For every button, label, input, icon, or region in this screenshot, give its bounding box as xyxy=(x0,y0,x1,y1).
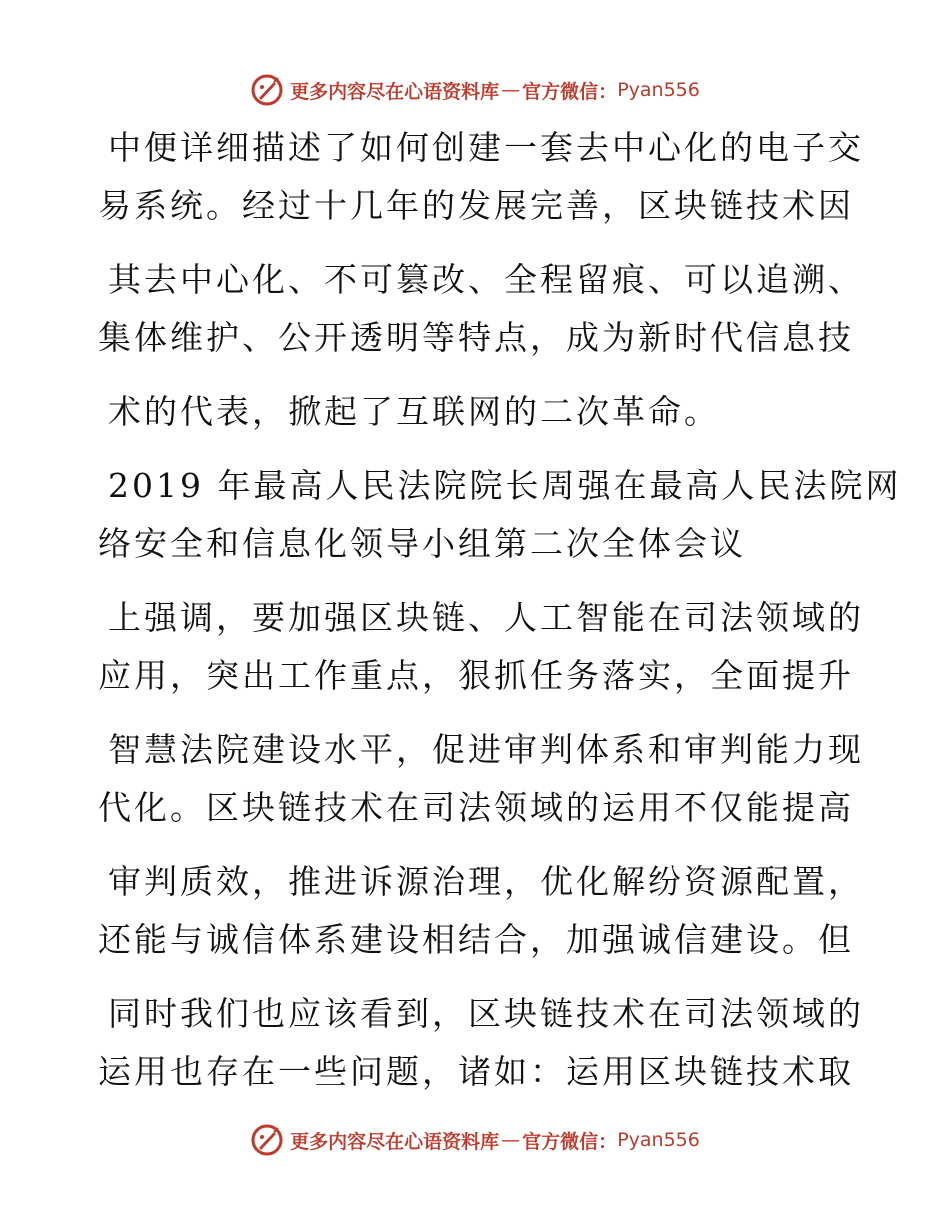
watermark-id: Pyan556 xyxy=(617,1129,700,1151)
text-line: 易系统。经过十几年的发展完善，区块链技术因 xyxy=(98,186,854,225)
text-line: 运用也存在一些问题，诸如：运用区块链技术取 xyxy=(98,1052,854,1091)
text-line: 应用，突出工作重点，狠抓任务落实，全面提升 xyxy=(98,656,854,695)
footer-watermark xyxy=(0,1120,950,1160)
text-line: 其去中心化、不可篡改、全程留痕、可以追溯、 xyxy=(108,260,864,299)
text-line: 上强调，要加强区块链、人工智能在司法领域的 xyxy=(108,598,864,637)
watermark-label: 官方微信： xyxy=(522,1130,618,1153)
watermark-text: 更多内容尽在心语资料库 xyxy=(290,1130,500,1153)
text-line: 还能与诚信体系建设相结合，加强诚信建设。但 xyxy=(98,920,854,959)
text-line: 络安全和信息化领导小组第二次全体会议 xyxy=(98,524,746,563)
watermark-text: 更多内容尽在心语资料库 xyxy=(290,80,500,103)
text-line: 2019 年最高人民法院院长周强在最高人民法院网 xyxy=(108,466,902,505)
watermark-separator: — xyxy=(501,79,521,101)
text-line: 代化。区块链技术在司法领域的运用不仅能提高 xyxy=(98,788,854,827)
quill-pen-logo-icon xyxy=(250,1123,284,1157)
text-line: 集体维护、公开透明等特点，成为新时代信息技 xyxy=(98,318,854,357)
watermark-label: 官方微信： xyxy=(522,80,618,103)
text-line: 同时我们也应该看到，区块链技术在司法领域的 xyxy=(108,994,864,1033)
text-line: 审判质效，推进诉源治理，优化解纷资源配置， xyxy=(108,862,864,901)
watermark-id: Pyan556 xyxy=(617,79,700,101)
text-line: 术的代表，掀起了互联网的二次革命。 xyxy=(108,392,720,431)
watermark-separator: — xyxy=(501,1129,521,1151)
text-line: 中便详细描述了如何创建一套去中心化的电子交 xyxy=(108,128,864,167)
text-line: 智慧法院建设水平，促进审判体系和审判能力现 xyxy=(108,730,864,769)
